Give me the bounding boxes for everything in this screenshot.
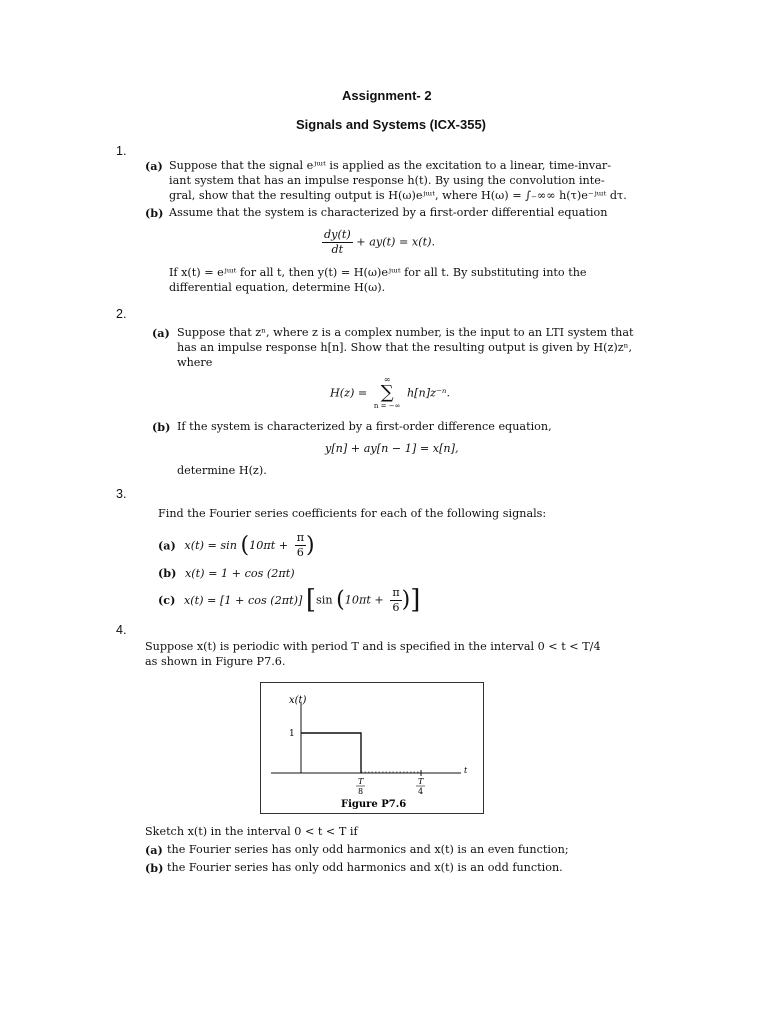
- q1a-line1: Suppose that the signal eʲᵚᵗ is applied as the excitation to a linear, time-invar-: [169, 159, 611, 172]
- q2b-label: (b): [152, 420, 171, 434]
- y-label: x(t): [289, 695, 307, 706]
- q1b-line1: Assume that the system is characterized by a first-order differential equation: [169, 206, 608, 219]
- q3a-arg: 10πt +: [249, 539, 289, 552]
- q2-eq-rhs: h[n]z⁻ⁿ.: [406, 386, 450, 400]
- q1-differential-equation: [322, 228, 435, 257]
- tick1-den: 8: [358, 787, 364, 796]
- level-label: 1: [289, 729, 295, 739]
- q2-eq-lhs: H(z) =: [330, 386, 368, 400]
- tick2-num: T: [418, 777, 424, 786]
- q4a-text: the Fourier series has only odd harmonics and x(t) is an even function;: [167, 843, 569, 856]
- q3a-label: (a): [158, 538, 176, 553]
- q1-eq-numerator: dy(t): [324, 228, 351, 241]
- q1-eq-rest: + ay(t) = x(t).: [356, 235, 436, 249]
- q3c-lhs: x(t) = [1 + cos (2πt)]: [183, 593, 303, 607]
- q4a-label: (a): [145, 843, 163, 857]
- q3c-six: 6: [392, 600, 400, 614]
- q4-sketch-instruction: Sketch x(t) in the interval 0 < t < T if: [145, 825, 358, 838]
- q4b-text: the Fourier series has only odd harmonics and x(t) is an odd function.: [167, 861, 563, 874]
- q3a-pi: π: [296, 531, 305, 544]
- q3b-eq: x(t) = 1 + cos (2πt): [184, 567, 295, 580]
- q3a-six: 6: [296, 546, 304, 559]
- q1-eq-denominator: dt: [331, 243, 344, 256]
- q3c-arg: 10πt +: [344, 593, 384, 607]
- q1a-line3: gral, show that the resulting output is H(ω)eʲᵚᵗ, where H(ω) = ∫₋∞∞ h(τ)e⁻ʲᵚᵗ dτ.: [169, 189, 627, 202]
- figure-caption: Figure P7.6: [341, 799, 407, 810]
- q2b-line1: If the system is characterized by a first-order difference equation,: [177, 420, 552, 433]
- q3a-equation: (a) x(t) = sin (10πt + $\frac{\pi}{6}$ ): [158, 531, 315, 559]
- q2-sum-bottom: n = −∞: [373, 402, 401, 410]
- q3b-equation: [158, 566, 295, 580]
- q2-sum-symbol: [374, 376, 401, 410]
- q3c-label: (c): [158, 593, 176, 607]
- q2b-line2: determine H(z).: [177, 464, 267, 477]
- q2a-line3: where: [177, 356, 213, 369]
- q1-number: 1.: [116, 144, 127, 158]
- assignment-title: Assignment- 2: [342, 88, 432, 103]
- q1b-label: (b): [145, 206, 164, 220]
- tick2-den: 4: [418, 787, 424, 796]
- q2-transfer-equation: [330, 376, 450, 410]
- q4-line2: as shown in Figure P7.6.: [145, 655, 286, 668]
- figure-p7-6: [260, 682, 484, 814]
- q1b-line2: If x(t) = eʲᵚᵗ for all t, then y(t) = H(ω)eʲᵚᵗ for all t. By substituting into the: [169, 266, 587, 279]
- q2a-line1: Suppose that zⁿ, where z is a complex number, is the input to an LTI system that: [177, 326, 634, 339]
- q2-sum-sigma: ∑: [380, 382, 394, 403]
- tick1-num: T: [358, 777, 364, 786]
- q3c-equation: (c) x(t) = [1 + cos (2πt)] [sin (10πt + $\frac{\pi}{6}$ )]: [158, 585, 421, 615]
- q4b-label: (b): [145, 861, 164, 875]
- q1a-label: (a): [145, 159, 163, 173]
- q2-number: 2.: [116, 307, 127, 321]
- q3a-lhs: x(t) = sin: [184, 539, 237, 552]
- q3b-label: (b): [158, 566, 177, 580]
- q2-difference-equation: y[n] + ay[n − 1] = x[n],: [325, 442, 459, 455]
- q3c-sin: sin: [316, 593, 333, 607]
- q3-number: 3.: [116, 487, 127, 501]
- pulse-signal: [301, 733, 361, 773]
- q4-line1: Suppose x(t) is periodic with period T and is specified in the interval 0 < t < T/4: [145, 640, 601, 653]
- q3c-pi: π: [392, 585, 400, 599]
- q2a-line2: has an impulse response h[n]. Show that the resulting output is given by H(z)zⁿ,: [177, 341, 633, 354]
- x-label: t: [464, 766, 468, 775]
- q1b-line3: differential equation, determine H(ω).: [169, 281, 386, 294]
- q2-sum-top: ∞: [383, 375, 391, 384]
- figure-plot: [261, 683, 483, 813]
- q1a-line2: iant system that has an impulse response h(t). By using the convolution inte-: [169, 174, 605, 187]
- q3-intro: Find the Fourier series coefficients for each of the following signals:: [158, 507, 547, 520]
- q4-number: 4.: [116, 623, 127, 637]
- q2a-label: (a): [152, 326, 170, 340]
- course-title: Signals and Systems (ICX-355): [296, 117, 487, 132]
